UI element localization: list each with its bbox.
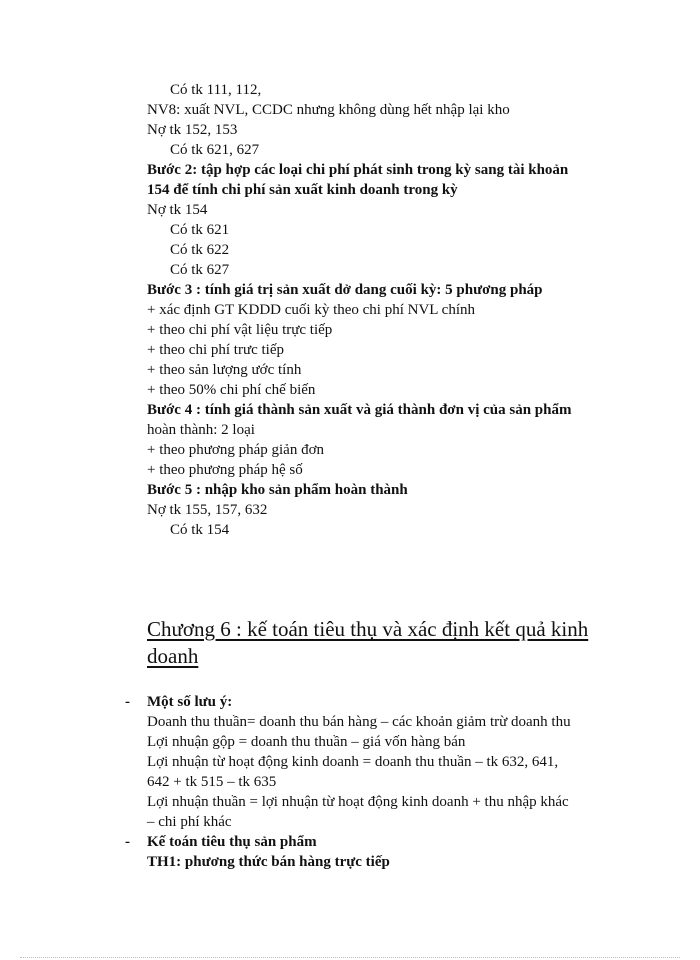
text-line: NV8: xuất NVL, CCDC nhưng không dùng hết nhập lại kho [147, 102, 510, 118]
text-line: + theo 50% chi phí chế biến [147, 382, 316, 398]
text-line: 642 + tk 515 – tk 635 [147, 774, 277, 790]
text-line: – chi phí khác [147, 814, 232, 830]
text-line: Lợi nhuận từ hoạt động kinh doanh = doanh thu thuần – tk 632, 641, [147, 754, 559, 770]
bullet-dash: - [125, 694, 130, 710]
step-heading: 154 để tính chi phí sản xuất kinh doanh trong kỳ [147, 182, 458, 198]
text-line: Doanh thu thuần= doanh thu bán hàng – các khoản giảm trừ doanh thu [147, 714, 571, 730]
bullet-dash: - [125, 834, 130, 850]
text-line: hoàn thành: 2 loại [147, 422, 255, 438]
text-line: + theo sản lượng ước tính [147, 362, 302, 378]
text-line: Lợi nhuận gộp = doanh thu thuần – giá vốn hàng bán [147, 734, 466, 750]
text-line: Có tk 621, 627 [170, 142, 260, 158]
section-heading: Kế toán tiêu thụ sản phẩm [147, 834, 317, 850]
text-line: + theo phương pháp hệ số [147, 462, 303, 478]
chapter-title: Chương 6 : kế toán tiêu thụ và xác định kết quả kinh doanh [147, 617, 589, 668]
text-line: + theo chi phí vật liệu trực tiếp [147, 322, 333, 338]
step-heading: Bước 4 : tính giá thành sản xuất và giá thành đơn vị của sản phẩm [147, 402, 572, 418]
text-line: + xác định GT KDDD cuối kỳ theo chi phí NVL chính [147, 302, 475, 318]
text-line: Có tk 111, 112, [170, 82, 262, 98]
text-line: Có tk 627 [170, 262, 230, 278]
text-line: Có tk 621 [170, 222, 230, 238]
text-line: Có tk 154 [170, 522, 230, 538]
step-heading: Bước 5 : nhập kho sản phẩm hoàn thành [147, 482, 408, 498]
text-line: Nợ tk 155, 157, 632 [147, 502, 268, 518]
page-divider [20, 957, 680, 958]
text-line: Nợ tk 154 [147, 202, 208, 218]
section-subheading: TH1: phương thức bán hàng trực tiếp [147, 854, 390, 870]
step-heading: Bước 3 : tính giá trị sản xuất dở dang cuối kỳ: 5 phương pháp [147, 282, 543, 298]
text-line: Có tk 622 [170, 242, 230, 258]
text-line: Lợi nhuận thuần = lợi nhuận từ hoạt động kinh doanh + thu nhập khác [147, 794, 569, 810]
text-line: + theo chi phí trưc tiếp [147, 342, 284, 358]
text-line: Nợ tk 152, 153 [147, 122, 238, 138]
section-heading: Một số lưu ý: [147, 694, 233, 710]
text-line: + theo phương pháp giản đơn [147, 442, 325, 458]
step-heading: Bước 2: tập hợp các loại chi phí phát sinh trong kỳ sang tài khoản [147, 162, 569, 178]
